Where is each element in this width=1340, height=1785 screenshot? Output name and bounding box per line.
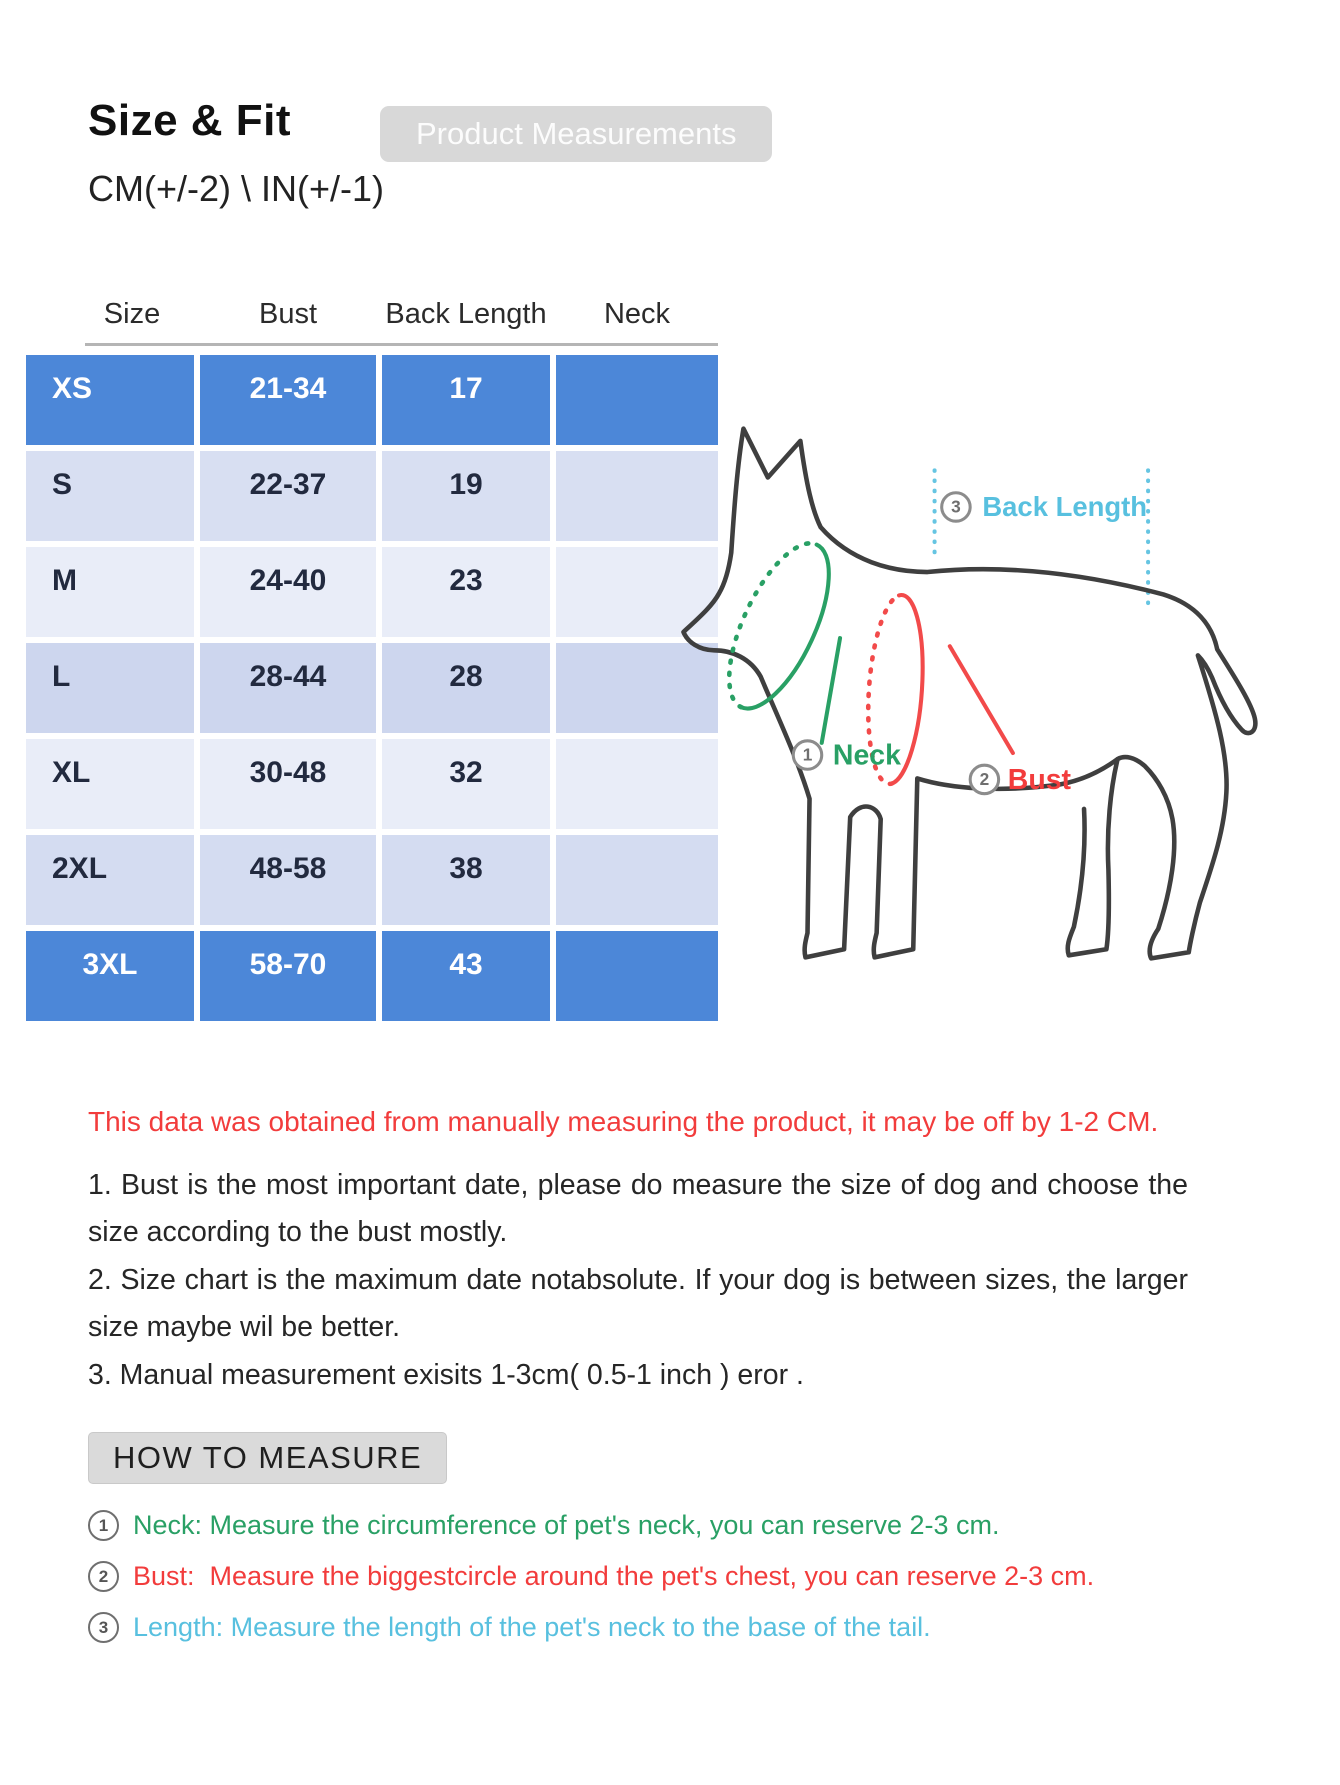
table-cell-back-length: 32 [382, 739, 550, 829]
bust-label [970, 764, 1071, 796]
neck-ellipse-back [729, 543, 816, 707]
svg-text:3: 3 [951, 496, 961, 517]
measure-steps [88, 1510, 1094, 1663]
table-cell-bust: 28-44 [200, 643, 376, 733]
header-divider [85, 343, 718, 346]
col-header-back-length: Back Length [385, 298, 547, 330]
table-cell-bust: 22-37 [200, 451, 376, 541]
units-note: CM(+/-2) \ IN(+/-1) [88, 168, 385, 209]
col-header-bust: Bust [258, 298, 318, 330]
table-cell-back-length: 19 [382, 451, 550, 541]
circled-number-1: 1 [88, 1510, 119, 1541]
table-cell-back-length: 43 [382, 931, 550, 1021]
table-cell-back-length: 17 [382, 355, 550, 445]
table-cell-size: 3XL [26, 931, 194, 1021]
table-cell-size: M [26, 547, 194, 637]
col-header-size: Size [103, 298, 161, 330]
col-header-neck: Neck [603, 298, 671, 330]
table-cell-size: XS [26, 355, 194, 445]
table-cell-bust: 48-58 [200, 835, 376, 925]
table-cell-back-length: 28 [382, 643, 550, 733]
neck-pointer-line [822, 638, 840, 743]
svg-text:1: 1 [802, 744, 813, 765]
size-table-header [26, 298, 718, 343]
svg-text:Neck: Neck [832, 739, 901, 772]
measure-step-text: Bust: Measure the biggestcircle around the pet's chest, you can reserve 2-3 cm. [133, 1561, 1095, 1591]
sizing-note-2: 2. Size chart is the maximum date notabsolute. If your dog is between sizes, the larger size maybe wil be better. [88, 1264, 1188, 1343]
sizing-note-1: 1. Bust is the most important date, please do measure the size of dog and choose the size according to the bust mostly. [88, 1169, 1188, 1248]
dog-measurement-diagram [655, 392, 1265, 992]
table-cell-bust: 30-48 [200, 739, 376, 829]
sizing-notes [88, 1162, 1188, 1400]
table-cell-bust: 24-40 [200, 547, 376, 637]
sizing-note-3: 3. Manual measurement exisits 1-3cm( 0.5-1 inch ) eror . [88, 1359, 804, 1391]
circled-number-2: 2 [88, 1561, 119, 1592]
table-cell-bust: 58-70 [200, 931, 376, 1021]
svg-text:2: 2 [979, 769, 990, 790]
measure-step-text: Neck: Measure the circumference of pet's neck, you can reserve 2-3 cm. [133, 1510, 1000, 1540]
neck-label [793, 740, 901, 772]
table-cell-back-length: 23 [382, 547, 550, 637]
measurement-disclaimer: This data was obtained from manually measuring the product, it may be off by 1-2 CM. [88, 1106, 1159, 1137]
page-title: Size & Fit [88, 96, 292, 145]
table-cell-size: S [26, 451, 194, 541]
svg-text:Back Length: Back Length [982, 491, 1148, 523]
product-measurements-badge: Product Measurements [380, 106, 772, 162]
bust-pointer-line [950, 646, 1013, 753]
neck-ellipse-front [741, 545, 828, 709]
size-table [26, 298, 718, 1021]
table-cell-size: XL [26, 739, 194, 829]
svg-text:Bust: Bust [1007, 763, 1072, 796]
table-cell-bust: 21-34 [200, 355, 376, 445]
table-cell-size: 2XL [26, 835, 194, 925]
measure-step-length [88, 1612, 1094, 1643]
table-cell-back-length: 38 [382, 835, 550, 925]
circled-number-3: 3 [88, 1612, 119, 1643]
measure-step-bust [88, 1561, 1094, 1592]
measure-step-text: Length: Measure the length of the pet's neck to the base of the tail. [133, 1612, 931, 1642]
table-cell-size: L [26, 643, 194, 733]
size-table-body [26, 355, 718, 1021]
back-length-label [942, 491, 1147, 522]
how-to-measure-heading: HOW TO MEASURE [88, 1432, 447, 1484]
measure-step-neck [88, 1510, 1094, 1541]
